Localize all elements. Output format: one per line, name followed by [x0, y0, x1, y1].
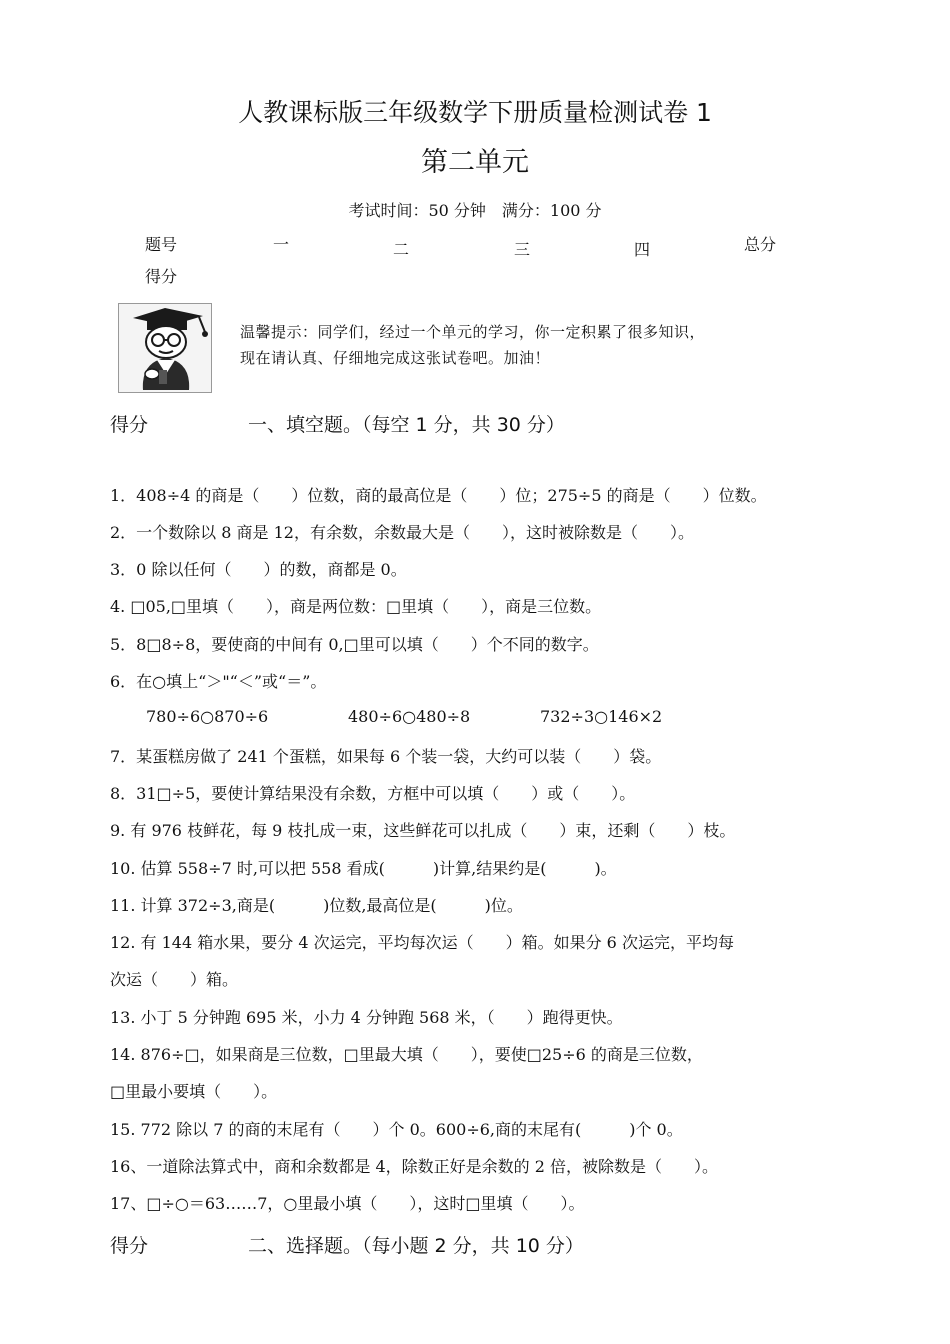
section2-heading: 二、选择题。（每小题 2 分，共 10 分）	[248, 1235, 584, 1257]
section1-heading: 一、填空题。（每空 1 分，共 30 分）	[248, 414, 565, 436]
question-6: 6．在○填上“＞"“＜”或“＝”。	[110, 672, 327, 691]
student-cartoon-icon	[118, 303, 212, 393]
section1-score-label: 得分	[110, 414, 149, 436]
question-12: 12. 有 144 箱水果，要分 4 次运完，平均每次运（ ）箱。如果分 6 次运完，平均每	[110, 933, 734, 952]
score-table-row-label: 得分	[145, 267, 178, 286]
question-12-cont: 次运（ ）箱。	[110, 970, 239, 989]
question-3: 3．0 除以任何（ ）的数，商都是 0。	[110, 560, 407, 579]
question-15: 15. 772 除以 7 的商的末尾有（ ）个 0。600÷6,商的末尾有( )个 0。	[110, 1120, 683, 1139]
question-17: 17、□÷○＝63……7，○里最小填（ ），这时□里填（ ）。	[110, 1194, 585, 1213]
exam-info: 考试时间：50 分钟 满分：100 分	[348, 201, 602, 220]
tip-line-1: 温馨提示：同学们，经过一个单元的学习，你一定积累了很多知识，	[240, 323, 706, 341]
question-10: 10. 估算 558÷7 时,可以把 558 看成( )计算,结果约是( )。	[110, 859, 617, 878]
question-11: 11. 计算 372÷3,商是( )位数,最高位是( )位。	[110, 896, 523, 915]
score-table-col-3: 三	[514, 240, 531, 259]
question-4: 4. □05,□里填（ ），商是两位数：□里填（ ），商是三位数。	[110, 597, 602, 616]
question-5: 5．8□8÷8，要使商的中间有 0,□里可以填（ ）个不同的数字。	[110, 635, 599, 654]
section2-score-label: 得分	[110, 1235, 149, 1257]
question-8: 8．31□÷5，要使计算结果没有余数，方框中可以填（ ）或（ ）。	[110, 784, 636, 803]
unit-title: 第二单元	[421, 147, 529, 178]
exam-title: 人教课标版三年级数学下册质量检测试卷 1	[238, 98, 712, 127]
question-14: 14. 876÷□，如果商是三位数，□里最大填（ ），要使□25÷6 的商是三位数，	[110, 1045, 703, 1064]
question-6-item-1: 780÷6○870÷6	[146, 707, 269, 726]
score-table-col-1: 一	[273, 235, 290, 254]
question-7: 7．某蛋糕房做了 241 个蛋糕，如果每 6 个装一袋，大约可以装（ ）袋。	[110, 747, 662, 766]
question-9: 9. 有 976 枝鲜花，每 9 枝扎成一束，这些鲜花可以扎成（ ）束，还剩（ ）枝。	[110, 821, 736, 840]
question-6-item-2: 480÷6○480÷8	[348, 707, 471, 726]
question-14-cont: □里最小要填（ ）。	[110, 1082, 278, 1101]
score-table-header-label: 题号	[145, 235, 178, 254]
score-table-col-2: 二	[393, 240, 410, 259]
question-1: 1．408÷4 的商是（ ）位数，商的最高位是（ ）位；275÷5 的商是（ ）位数。	[110, 486, 767, 505]
question-13: 13. 小丁 5 分钟跑 695 米，小力 4 分钟跑 568 米，（ ）跑得更快。	[110, 1008, 623, 1027]
score-table-col-4: 四	[634, 240, 651, 259]
score-table-col-total: 总分	[744, 235, 777, 254]
question-2: 2．一个数除以 8 商是 12，有余数，余数最大是（ ），这时被除数是（ ）。	[110, 523, 694, 542]
question-16: 16、一道除法算式中，商和余数都是 4，除数正好是余数的 2 倍，被除数是（ ）。	[110, 1157, 718, 1176]
tip-line-2: 现在请认真、仔细地完成这张试卷吧。加油！	[240, 349, 551, 367]
question-6-item-3: 732÷3○146×2	[540, 707, 663, 726]
